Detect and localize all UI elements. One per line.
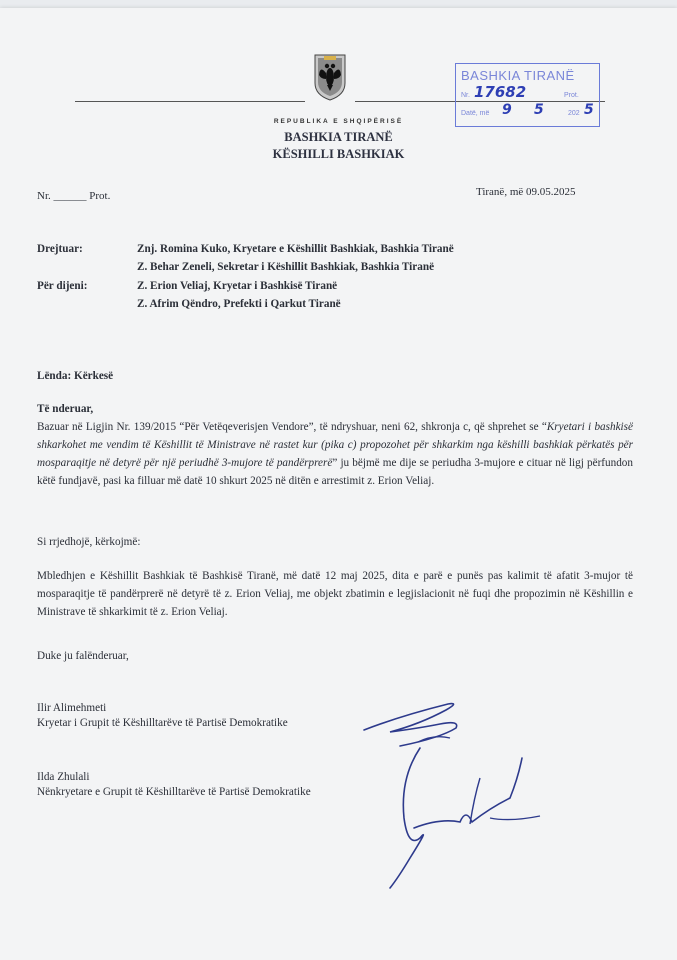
subject: Lënda: Kërkesë [37, 370, 114, 382]
signatory-2-name: Ilda Zhulali [37, 771, 90, 783]
cc-recipient-2: Z. Afrim Qëndro, Prefekti i Qarkut Tiranë [137, 298, 341, 310]
stamp-date-day: 9 [502, 102, 512, 118]
signatory-1-name: Ilir Alimehmeti [37, 702, 107, 714]
cc-recipient-1: Z. Erion Veliaj, Kryetar i Bashkisë Tiranë [137, 280, 338, 292]
registration-stamp [455, 63, 600, 127]
stamp-date-month: 5 [534, 102, 544, 118]
paragraph-1-rest: ” ju bëjmë me dije se periudha 3-mujore e cituar në ligj përfundon këtë fundjavë, pasi ka filluar më datë 10 shkurt 2025 në ditën e arrestimit z. Erion Veliaj. [37, 457, 633, 487]
stamp-title: BASHKIA TIRANË [461, 68, 575, 83]
albanian-emblem-icon [312, 53, 348, 101]
signature-2-icon [370, 738, 550, 898]
paragraph-request: Mbledhjen e Këshillit Bashkiak të Bashkisë Tiranë, më datë 12 maj 2025, dita e parë e punës pas kalimit të afatit 3-mujor të mosparaqitje të pandërprerë në detyrë të z. Erion Veliaj, me objekt zbatimin e legjislacionit në fuqi dhe propozimin në Këshillin e Ministrave të shkarkimit të z. Erion Veliaj. [37, 570, 633, 618]
org-council: KËSHILLI BASHKIAK [272, 147, 405, 161]
recipient-1: Znj. Romina Kuko, Kryetare e Këshillit Bashkiak, Bashkia Tiranë [137, 243, 454, 255]
org-name: BASHKIA TIRANË [284, 130, 393, 144]
stamp-prot-label: Prot. [564, 92, 579, 99]
consequence-line: Si rrjedhojë, kërkojmë: [37, 536, 141, 548]
stamp-date-year-prefix: 202 [568, 110, 580, 117]
signatory-1-role: Kryetar i Grupit të Këshilltarëve të Partisë Demokratike [37, 717, 288, 729]
republic-label: REPUBLIKA E SHQIPËRISË [273, 118, 404, 125]
paragraph-legal-basis [37, 418, 633, 490]
closing: Duke ju falënderuar, [37, 650, 129, 662]
paragraph-1-intro: Bazuar në Ligjin Nr. 139/2015 “Për Vetëqeverisjen Vendore”, të ndryshuar, neni 62, shkronja c, që shprehet se “ [37, 421, 547, 433]
stamp-date-label: Datë, më [461, 110, 490, 117]
letter-page [0, 8, 677, 960]
stamp-nr-value: 17682 [474, 83, 527, 101]
stamp-nr-label: Nr. [461, 92, 470, 99]
signatory-2-role: Nënkryetare e Grupit të Këshilltarëve të Partisë Demokratike [37, 786, 311, 798]
recipient-2: Z. Behar Zeneli, Sekretar i Këshillit Bashkiak, Bashkia Tiranë [137, 261, 435, 273]
signatory-1 [37, 701, 288, 731]
cc-label: Për dijeni: [37, 280, 88, 292]
stamp-date-year-suffix: 5 [584, 102, 594, 118]
law-quote: Kryetari i bashkisë shkarkohet me vendim të Këshillit të Ministrave në rastet kur (pika c) propozohet për shkarkim nga këshilli bashkiak përkatës për mosparaqitje në detyrë për një periudhë 3-mujore të pandërprerë [37, 421, 633, 469]
header-rule-left [75, 101, 305, 102]
to-label: Drejtuar: [37, 243, 83, 255]
place-date: Tiranë, më 09.05.2025 [476, 186, 576, 198]
salutation: Të nderuar, [37, 403, 94, 415]
protocol-number: Nr. ______ Prot. [37, 190, 111, 202]
signatory-2 [37, 770, 311, 800]
